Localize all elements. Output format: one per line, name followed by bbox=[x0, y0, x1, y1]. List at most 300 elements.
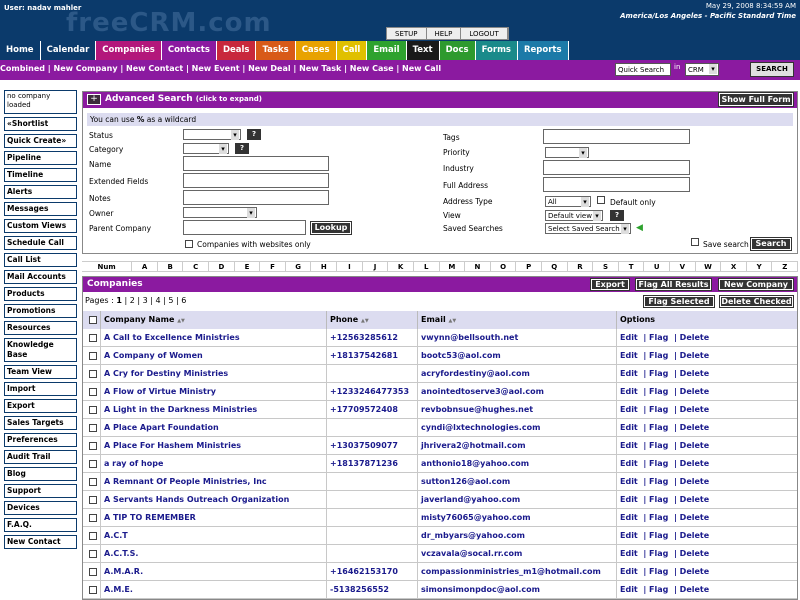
sidebar-item-audit-trail[interactable]: Audit Trail bbox=[4, 450, 77, 464]
row-checkbox[interactable] bbox=[89, 352, 97, 360]
sidebar-item-blog[interactable]: Blog bbox=[4, 467, 77, 481]
tab-cases[interactable]: Cases bbox=[296, 41, 337, 60]
sidebar-item-promotions[interactable]: Promotions bbox=[4, 304, 77, 318]
search-button[interactable]: Search bbox=[751, 238, 791, 250]
delete-link[interactable]: Delete bbox=[679, 567, 710, 576]
alpha-filter-w[interactable]: W bbox=[696, 262, 722, 271]
wildcard-note-pre: You can use bbox=[90, 115, 137, 124]
phone-cell bbox=[327, 545, 418, 562]
view-help-button[interactable]: ? bbox=[610, 210, 624, 221]
phone-cell bbox=[327, 473, 418, 490]
industry-input[interactable] bbox=[543, 160, 690, 175]
category-select[interactable] bbox=[183, 143, 229, 154]
company-name-link[interactable]: A Place Apart Foundation bbox=[101, 419, 327, 436]
logo: freeCRM.com bbox=[66, 8, 272, 38]
alpha-filter-f[interactable]: F bbox=[260, 262, 286, 271]
tab-reports[interactable]: Reports bbox=[518, 41, 569, 60]
user-label: User: nadav mahler bbox=[4, 4, 82, 12]
company-name-link[interactable]: A.C.T.S. bbox=[101, 545, 327, 562]
row-options: Edit | Flag | Delete bbox=[620, 405, 710, 414]
alpha-filter-a[interactable]: A bbox=[132, 262, 158, 271]
row-options: Edit | Flag | Delete bbox=[620, 387, 710, 396]
row-select-cell bbox=[83, 509, 101, 526]
row-checkbox[interactable] bbox=[89, 424, 97, 432]
sidebar-item-mail-accounts[interactable]: Mail Accounts bbox=[4, 270, 77, 284]
delete-checked-button[interactable]: Delete Checked bbox=[721, 297, 792, 306]
table-row bbox=[83, 455, 797, 473]
sort-arrows-icon[interactable]: ▲▼ bbox=[177, 318, 185, 324]
quick-search-in-label: in bbox=[674, 63, 681, 71]
sidebar-item-products[interactable]: Products bbox=[4, 287, 77, 301]
date-time bbox=[620, 1, 796, 21]
alpha-filter-v[interactable]: V bbox=[670, 262, 696, 271]
alpha-filter-o[interactable]: O bbox=[491, 262, 517, 271]
company-name-link[interactable]: A.C.T bbox=[101, 527, 327, 544]
alpha-filter-p[interactable]: P bbox=[516, 262, 542, 271]
row-select-cell bbox=[83, 545, 101, 562]
email-link[interactable]: misty76065@yahoo.com bbox=[418, 509, 617, 526]
alpha-filter-i[interactable]: I bbox=[337, 262, 363, 271]
delete-link[interactable]: Delete bbox=[679, 351, 710, 360]
email-link[interactable]: dr_mbyars@yahoo.com bbox=[418, 527, 617, 544]
row-checkbox[interactable] bbox=[89, 442, 97, 450]
email-link[interactable]: jhrivera2@hotmail.com bbox=[418, 437, 617, 454]
row-select-cell bbox=[83, 365, 101, 382]
flag-link[interactable]: Flag bbox=[649, 513, 669, 522]
status-label: Status bbox=[89, 131, 113, 140]
table-row bbox=[83, 437, 797, 455]
table-row bbox=[83, 491, 797, 509]
edit-link[interactable]: Edit bbox=[620, 423, 638, 432]
sidebar-item-support[interactable]: Support bbox=[4, 484, 77, 498]
delete-link[interactable]: Delete bbox=[679, 549, 710, 558]
timezone-label: America/Los Angeles - Pacific Standard Time bbox=[620, 12, 796, 20]
help-link[interactable]: HELP bbox=[427, 28, 462, 39]
row-select-cell bbox=[83, 401, 101, 418]
company-name-link[interactable]: A Servants Hands Outreach Organization bbox=[101, 491, 327, 508]
phone-cell bbox=[327, 365, 418, 382]
sidebar-item-shortlist[interactable]: «Shortlist bbox=[4, 117, 77, 131]
phone-cell bbox=[327, 509, 418, 526]
tab-contacts[interactable]: Contacts bbox=[162, 41, 217, 60]
phone-header-label: Phone bbox=[330, 315, 359, 324]
delete-link[interactable]: Delete bbox=[679, 369, 710, 378]
flag-link[interactable]: Flag bbox=[649, 423, 669, 432]
sort-arrows-icon[interactable]: ▲▼ bbox=[448, 318, 457, 324]
tab-text[interactable]: Text bbox=[407, 41, 440, 60]
show-full-form-button[interactable]: Show Full Form bbox=[719, 93, 793, 106]
delete-link[interactable]: Delete bbox=[679, 405, 710, 414]
phone-cell: +1233246477353 bbox=[327, 383, 418, 400]
tags-input[interactable] bbox=[543, 129, 690, 144]
setup-link[interactable]: SETUP bbox=[387, 28, 427, 39]
sidebar-company-info: no company loaded bbox=[4, 90, 77, 114]
full-address-label: Full Address bbox=[443, 181, 489, 190]
notes-label: Notes bbox=[89, 194, 111, 203]
alpha-filter-d[interactable]: D bbox=[209, 262, 235, 271]
alpha-filter-k[interactable]: K bbox=[388, 262, 414, 271]
email-link[interactable]: compassionministries_m1@hotmail.com bbox=[418, 563, 617, 580]
company-name-link[interactable]: A Remnant Of People Ministries, Inc bbox=[101, 473, 327, 490]
email-link[interactable]: cyndi@lxtechnologies.com bbox=[418, 419, 617, 436]
row-select-cell bbox=[83, 383, 101, 400]
advanced-search-panel bbox=[82, 91, 798, 254]
websites-only-label: Companies with websites only bbox=[197, 240, 311, 249]
email-link[interactable]: simonsimonpdoc@aol.com bbox=[418, 581, 617, 598]
phone-cell: +17709572408 bbox=[327, 401, 418, 418]
alpha-filter-h[interactable]: H bbox=[311, 262, 337, 271]
advanced-search-subtitle: (click to expand) bbox=[195, 95, 262, 103]
row-options: Edit | Flag | Delete bbox=[620, 459, 710, 468]
row-select-cell bbox=[83, 473, 101, 490]
advanced-search-title[interactable] bbox=[105, 94, 262, 104]
quick-search-button[interactable]: SEARCH bbox=[750, 62, 794, 77]
top-bar bbox=[0, 0, 800, 41]
sidebar-item-call-list[interactable]: Call List bbox=[4, 253, 77, 267]
tab-tasks[interactable]: Tasks bbox=[256, 41, 295, 60]
companies-title: Companies bbox=[87, 279, 143, 289]
email-link[interactable]: vczavala@socal.rr.com bbox=[418, 545, 617, 562]
row-options: Edit | Flag | Delete bbox=[620, 513, 710, 522]
edit-link[interactable]: Edit bbox=[620, 441, 638, 450]
sidebar-item-messages[interactable]: Messages bbox=[4, 202, 77, 216]
edit-link[interactable]: Edit bbox=[620, 459, 638, 468]
websites-only-checkbox[interactable] bbox=[185, 240, 193, 248]
row-checkbox[interactable] bbox=[89, 460, 97, 468]
edit-link[interactable]: Edit bbox=[620, 531, 638, 540]
row-select-cell bbox=[83, 437, 101, 454]
options-header: Options bbox=[617, 311, 797, 329]
row-select-cell bbox=[83, 419, 101, 436]
pages-label: Pages : bbox=[85, 296, 114, 305]
company-name-link[interactable]: A.M.E. bbox=[101, 581, 327, 598]
delete-link[interactable]: Delete bbox=[679, 513, 710, 522]
table-row bbox=[83, 401, 797, 419]
table-row bbox=[83, 347, 797, 365]
flag-link[interactable]: Flag bbox=[649, 333, 669, 342]
flag-link[interactable]: Flag bbox=[649, 405, 669, 414]
tab-companies[interactable]: Companies bbox=[96, 41, 162, 60]
expand-icon[interactable]: + bbox=[87, 94, 101, 105]
email-header[interactable] bbox=[418, 311, 617, 329]
page-link-5[interactable]: 5 bbox=[168, 296, 174, 305]
company-name-link[interactable]: A Company of Women bbox=[101, 347, 327, 364]
sidebar-item-schedule-call[interactable]: Schedule Call bbox=[4, 236, 77, 250]
row-checkbox[interactable] bbox=[89, 334, 97, 342]
page-link-2[interactable]: 2 bbox=[129, 296, 135, 305]
quick-search-input[interactable]: Quick Search bbox=[615, 63, 671, 76]
sidebar-item-resources[interactable]: Resources bbox=[4, 321, 77, 335]
status-help-button[interactable]: ? bbox=[247, 129, 261, 140]
name-label: Name bbox=[89, 160, 112, 169]
row-options: Edit | Flag | Delete bbox=[620, 351, 710, 360]
name-input[interactable] bbox=[183, 156, 329, 171]
flag-link[interactable]: Flag bbox=[649, 387, 669, 396]
sort-arrows-icon[interactable]: ▲▼ bbox=[360, 318, 369, 324]
edit-link[interactable]: Edit bbox=[620, 405, 638, 414]
email-link[interactable]: vwynn@bellsouth.net bbox=[418, 329, 617, 346]
edit-link[interactable]: Edit bbox=[620, 567, 638, 576]
sidebar-item-alerts[interactable]: Alerts bbox=[4, 185, 77, 199]
email-link[interactable]: revbobnsue@hughes.net bbox=[418, 401, 617, 418]
flag-link[interactable]: Flag bbox=[649, 477, 669, 486]
sidebar-item-preferences[interactable]: Preferences bbox=[4, 433, 77, 447]
flag-link[interactable]: Flag bbox=[649, 441, 669, 450]
company-name-link[interactable]: a ray of hope bbox=[101, 455, 327, 472]
alpha-filter-n[interactable]: N bbox=[465, 262, 491, 271]
view-select[interactable]: Default view ▾ bbox=[545, 210, 603, 221]
edit-link[interactable]: Edit bbox=[620, 549, 638, 558]
phone-cell: +13037509077 bbox=[327, 437, 418, 454]
row-checkbox[interactable] bbox=[89, 406, 97, 414]
saved-searches-label: Saved Searches bbox=[443, 224, 503, 233]
company-name-header[interactable] bbox=[101, 311, 327, 329]
company-name-link[interactable]: A Flow of Virtue Ministry bbox=[101, 383, 327, 400]
table-row bbox=[83, 563, 797, 581]
alpha-filter-c[interactable]: C bbox=[183, 262, 209, 271]
save-search-checkbox[interactable] bbox=[691, 238, 699, 246]
delete-link[interactable]: Delete bbox=[679, 531, 710, 540]
row-options: Edit | Flag | Delete bbox=[620, 333, 710, 342]
company-name-link[interactable]: A.M.A.R. bbox=[101, 563, 327, 580]
flag-all-results-button[interactable]: Flag All Results bbox=[636, 279, 711, 290]
edit-link[interactable]: Edit bbox=[620, 369, 638, 378]
quick-links-bar bbox=[0, 60, 800, 80]
row-options: Edit | Flag | Delete bbox=[620, 423, 710, 432]
delete-link[interactable]: Delete bbox=[679, 477, 710, 486]
advanced-search-title-text: Advanced Search bbox=[105, 94, 193, 104]
address-type-select[interactable]: All ▾ bbox=[545, 196, 591, 207]
phone-cell: +16462153170 bbox=[327, 563, 418, 580]
alpha-filter-s[interactable]: S bbox=[593, 262, 619, 271]
tab-email[interactable]: Email bbox=[367, 41, 406, 60]
row-select-cell bbox=[83, 455, 101, 472]
view-label: View bbox=[443, 211, 461, 220]
table-row bbox=[83, 473, 797, 491]
flag-selected-button[interactable]: Flag Selected bbox=[644, 296, 714, 307]
quick-links[interactable]: Combined | New Company | New Contact | New Event | New Deal | New Task | New Case | New Call bbox=[0, 64, 442, 73]
row-select-cell bbox=[83, 563, 101, 580]
alpha-filter-z[interactable]: Z bbox=[772, 262, 798, 271]
alpha-filter-q[interactable]: Q bbox=[542, 262, 568, 271]
row-checkbox[interactable] bbox=[89, 586, 97, 594]
phone-cell bbox=[327, 527, 418, 544]
row-checkbox[interactable] bbox=[89, 496, 97, 504]
page-link-3[interactable]: 3 bbox=[142, 296, 148, 305]
select-all-header bbox=[83, 311, 101, 329]
notes-input[interactable] bbox=[183, 190, 329, 205]
page-link-4[interactable]: 4 bbox=[155, 296, 161, 305]
pagination: Pages : 1 | 2 | 3 | 4 | 5 | 6 bbox=[85, 296, 187, 305]
parent-company-label: Parent Company bbox=[89, 224, 152, 233]
alphabet-filter bbox=[82, 261, 798, 272]
edit-link[interactable]: Edit bbox=[620, 495, 638, 504]
table-row bbox=[83, 365, 797, 383]
delete-link[interactable]: Delete bbox=[679, 423, 710, 432]
full-address-input[interactable] bbox=[543, 177, 690, 192]
row-checkbox[interactable] bbox=[89, 478, 97, 486]
address-type-label: Address Type bbox=[443, 197, 493, 206]
company-name-link[interactable]: A Light in the Darkness Ministries bbox=[101, 401, 327, 418]
save-search-label: Save search bbox=[703, 240, 749, 249]
alpha-filter-y[interactable]: Y bbox=[747, 262, 773, 271]
flag-link[interactable]: Flag bbox=[649, 495, 669, 504]
flag-link[interactable]: Flag bbox=[649, 549, 669, 558]
phone-cell: -5138256552 bbox=[327, 581, 418, 598]
flag-link[interactable]: Flag bbox=[649, 369, 669, 378]
table-row bbox=[83, 383, 797, 401]
row-checkbox[interactable] bbox=[89, 568, 97, 576]
row-checkbox[interactable] bbox=[89, 514, 97, 522]
delete-link[interactable]: Delete bbox=[679, 387, 710, 396]
row-select-cell bbox=[83, 491, 101, 508]
sidebar-item-knowledge-base[interactable]: Knowledge Base bbox=[4, 338, 77, 362]
priority-select[interactable] bbox=[545, 147, 589, 158]
alpha-filter-b[interactable]: B bbox=[158, 262, 184, 271]
row-checkbox[interactable] bbox=[89, 550, 97, 558]
row-options: Edit | Flag | Delete bbox=[620, 477, 710, 486]
sidebar-item-quick-create[interactable]: Quick Create» bbox=[4, 134, 77, 148]
table-row bbox=[83, 509, 797, 527]
logout-link[interactable]: LOGOUT bbox=[461, 28, 508, 39]
lookup-button[interactable]: Lookup bbox=[311, 222, 351, 234]
row-options: Edit | Flag | Delete bbox=[620, 531, 710, 540]
alpha-filter-j[interactable]: J bbox=[363, 262, 389, 271]
edit-link[interactable]: Edit bbox=[620, 477, 638, 486]
parent-company-input[interactable] bbox=[183, 220, 306, 235]
table-row bbox=[83, 581, 797, 599]
new-company-button[interactable]: New Company bbox=[719, 279, 793, 290]
sidebar-item-sales-targets[interactable]: Sales Targets bbox=[4, 416, 77, 430]
delete-link[interactable]: Delete bbox=[679, 495, 710, 504]
phone-cell: +18137871236 bbox=[327, 455, 418, 472]
email-link[interactable]: anthonio18@yahoo.com bbox=[418, 455, 617, 472]
date-label: May 29, 2008 8:34:59 AM bbox=[705, 2, 796, 10]
phone-header[interactable] bbox=[327, 311, 418, 329]
email-link[interactable]: acryfordestiny@aol.com bbox=[418, 365, 617, 382]
main-tabs bbox=[0, 41, 800, 60]
owner-label: Owner bbox=[89, 209, 114, 218]
quick-search-module-select[interactable]: CRM ▾ bbox=[685, 63, 719, 76]
flag-link[interactable]: Flag bbox=[649, 585, 669, 594]
extended-fields-input[interactable] bbox=[183, 173, 329, 188]
sidebar-item-team-view[interactable]: Team View bbox=[4, 365, 77, 379]
alpha-filter-m[interactable]: M bbox=[440, 262, 466, 271]
row-options: Edit | Flag | Delete bbox=[620, 567, 710, 576]
sidebar bbox=[4, 90, 77, 552]
sidebar-item-pipeline[interactable]: Pipeline bbox=[4, 151, 77, 165]
company-name-link[interactable]: A Place For Hashem Ministries bbox=[101, 437, 327, 454]
edit-link[interactable]: Edit bbox=[620, 351, 638, 360]
companies-header bbox=[83, 277, 797, 292]
wildcard-note bbox=[87, 113, 793, 126]
delete-link[interactable]: Delete bbox=[679, 441, 710, 450]
wildcard-note-post: as a wildcard bbox=[144, 115, 197, 124]
delete-link[interactable]: Delete bbox=[679, 459, 710, 468]
alpha-filter-x[interactable]: X bbox=[721, 262, 747, 271]
export-button[interactable]: Export bbox=[591, 279, 629, 290]
edit-link[interactable]: Edit bbox=[620, 585, 638, 594]
sidebar-item-custom-views[interactable]: Custom Views bbox=[4, 219, 77, 233]
company-name-header-label: Company Name bbox=[104, 315, 175, 324]
flag-link[interactable]: Flag bbox=[649, 459, 669, 468]
edit-link[interactable]: Edit bbox=[620, 333, 638, 342]
sidebar-item-devices[interactable]: Devices bbox=[4, 501, 77, 515]
tab-docs[interactable]: Docs bbox=[440, 41, 476, 60]
page-link-6[interactable]: 6 bbox=[181, 296, 187, 305]
edit-link[interactable]: Edit bbox=[620, 513, 638, 522]
sidebar-item-import[interactable]: Import bbox=[4, 382, 77, 396]
default-only-checkbox[interactable] bbox=[597, 196, 605, 204]
phone-cell bbox=[327, 491, 418, 508]
delete-link[interactable]: Delete bbox=[679, 585, 710, 594]
alpha-filter-t[interactable]: T bbox=[619, 262, 645, 271]
alpha-filter-l[interactable]: L bbox=[414, 262, 440, 271]
extended-fields-label: Extended Fields bbox=[89, 177, 149, 186]
flag-link[interactable]: Flag bbox=[649, 567, 669, 576]
phone-cell: +18137542681 bbox=[327, 347, 418, 364]
tab-call[interactable]: Call bbox=[337, 41, 368, 60]
alpha-filter-u[interactable]: U bbox=[644, 262, 670, 271]
email-header-label: Email bbox=[421, 315, 446, 324]
priority-label: Priority bbox=[443, 148, 470, 157]
email-link[interactable]: javerland@yahoo.com bbox=[418, 491, 617, 508]
alpha-filter-e[interactable]: E bbox=[235, 262, 261, 271]
phone-cell bbox=[327, 419, 418, 436]
alpha-filter-num[interactable]: Num bbox=[82, 262, 132, 271]
email-link[interactable]: anointedtoserve3@aol.com bbox=[418, 383, 617, 400]
page-link-1[interactable]: 1 bbox=[116, 296, 122, 305]
table-row bbox=[83, 329, 797, 347]
load-arrow-icon[interactable]: ◀ bbox=[636, 223, 643, 233]
tab-home[interactable]: Home bbox=[0, 41, 41, 60]
alpha-filter-r[interactable]: R bbox=[568, 262, 594, 271]
flag-link[interactable]: Flag bbox=[649, 351, 669, 360]
edit-link[interactable]: Edit bbox=[620, 387, 638, 396]
alpha-filter-g[interactable]: G bbox=[286, 262, 312, 271]
company-name-link[interactable]: A Cry for Destiny Ministries bbox=[101, 365, 327, 382]
row-checkbox[interactable] bbox=[89, 532, 97, 540]
flag-link[interactable]: Flag bbox=[649, 531, 669, 540]
wildcard-symbol: % bbox=[136, 115, 145, 124]
email-link[interactable]: sutton126@aol.com bbox=[418, 473, 617, 490]
table-row bbox=[83, 527, 797, 545]
default-only-label: Default only bbox=[610, 198, 656, 207]
company-name-link[interactable]: A Call to Excellence Ministries bbox=[101, 329, 327, 346]
delete-link[interactable]: Delete bbox=[679, 333, 710, 342]
row-checkbox[interactable] bbox=[89, 388, 97, 396]
status-select[interactable] bbox=[183, 129, 241, 140]
row-options: Edit | Flag | Delete bbox=[620, 441, 710, 450]
email-link[interactable]: bootc53@aol.com bbox=[418, 347, 617, 364]
company-name-link[interactable]: A TIP TO REMEMBER bbox=[101, 509, 327, 526]
tab-calendar[interactable]: Calendar bbox=[41, 41, 97, 60]
tags-label: Tags bbox=[443, 133, 460, 142]
sidebar-item-f-a-q[interactable]: F.A.Q. bbox=[4, 518, 77, 532]
category-help-button[interactable]: ? bbox=[235, 143, 249, 154]
tab-deals[interactable]: Deals bbox=[217, 41, 257, 60]
select-all-checkbox[interactable] bbox=[89, 316, 97, 324]
advanced-search-header[interactable] bbox=[83, 92, 797, 108]
row-options: Edit | Flag | Delete bbox=[620, 585, 710, 594]
sidebar-item-export[interactable]: Export bbox=[4, 399, 77, 413]
tab-forms[interactable]: Forms bbox=[476, 41, 518, 60]
sidebar-item-new-contact[interactable]: New Contact bbox=[4, 535, 77, 549]
saved-search-select[interactable]: Select Saved Search ▾ bbox=[545, 223, 631, 234]
sidebar-item-timeline[interactable]: Timeline bbox=[4, 168, 77, 182]
owner-select[interactable] bbox=[183, 207, 257, 218]
row-checkbox[interactable] bbox=[89, 370, 97, 378]
